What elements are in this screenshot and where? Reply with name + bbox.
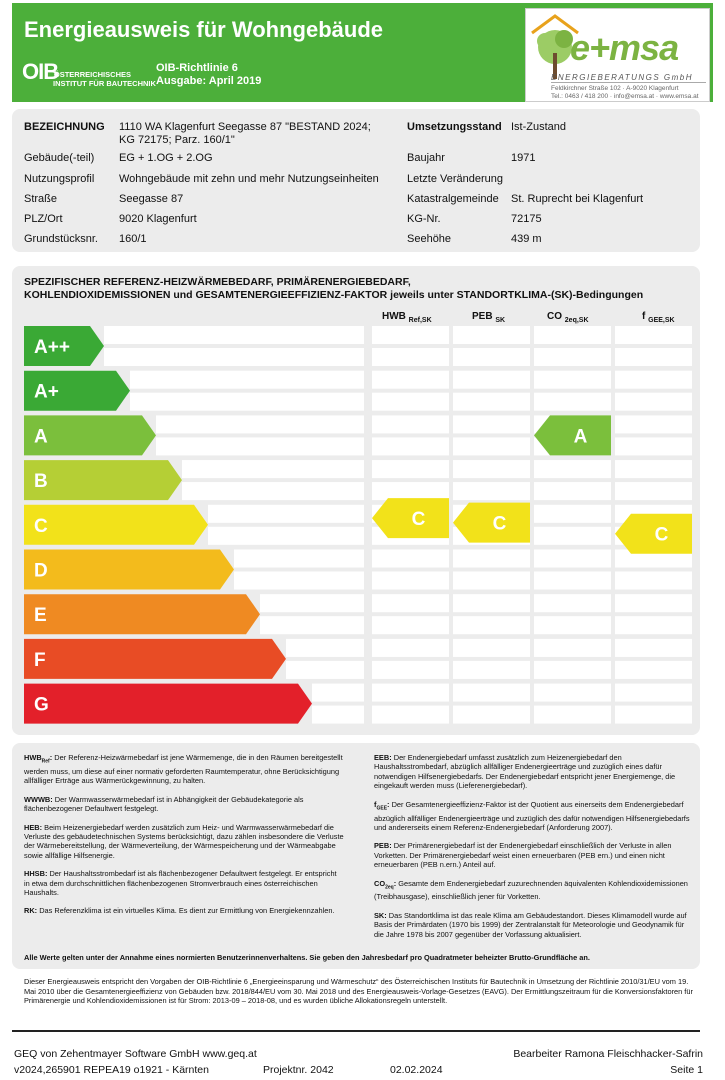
company-subtitle: ENERGIEBERATUNGS GmbH <box>551 73 694 82</box>
energy-rating-chart <box>12 266 700 735</box>
rating-arrow-0 <box>372 498 449 538</box>
grid-cell <box>372 639 449 657</box>
strasse-label: Straße <box>24 193 58 205</box>
grid-cell <box>534 661 611 679</box>
building-info <box>12 109 700 252</box>
grid-cell <box>234 550 364 568</box>
footer-projekt: Projektnr. 2042 <box>263 1064 334 1076</box>
katastral-label: Katastralgemeinde <box>407 193 499 205</box>
grid-cell <box>534 371 611 389</box>
company-logo <box>525 8 710 102</box>
grid-cell <box>372 348 449 366</box>
grundstueck-label: Grundstücksnr. <box>24 233 98 245</box>
grid-cell <box>453 550 530 568</box>
grid-cell <box>260 594 364 612</box>
grid-cell <box>453 415 530 433</box>
class-label: A <box>34 426 48 448</box>
definitions-right <box>374 753 694 948</box>
gebaeudeteil-label: Gebäude(-teil) <box>24 152 95 164</box>
grid-cell <box>615 684 692 702</box>
grid-cell <box>453 460 530 478</box>
definitions-box <box>12 743 700 969</box>
class-bar-e <box>24 594 260 634</box>
grid-cell <box>104 348 364 366</box>
bezeichnung-label: BEZEICHNUNG <box>24 121 105 133</box>
rating-label: A <box>573 426 588 448</box>
grid-cell <box>615 616 692 634</box>
company-address: Feldkirchner Straße 102 · A-9020 Klagenfurt Tel.: 0463 / 418 200 · info@emsa.at · www.emsa.at <box>551 85 699 100</box>
grid-cell <box>534 684 611 702</box>
footer-version: v2024,265901 REPEA19 o1921 - Kärnten <box>14 1064 209 1076</box>
grid-cell <box>534 393 611 411</box>
grid-cell <box>615 594 692 612</box>
grid-cell <box>534 505 611 523</box>
grid-cell <box>534 482 611 500</box>
grid-cell <box>615 326 692 344</box>
grid-cell <box>208 527 364 545</box>
grid-cell <box>286 661 364 679</box>
grid-cell <box>453 661 530 679</box>
footer-date: 02.02.2024 <box>390 1064 443 1076</box>
class-label: A+ <box>34 381 59 403</box>
grid-cell <box>534 706 611 724</box>
grid-cell <box>453 348 530 366</box>
grid-cell <box>372 594 449 612</box>
footer-page: Seite 1 <box>670 1064 703 1076</box>
footer-divider <box>12 1030 700 1032</box>
grid-cell <box>453 684 530 702</box>
grid-cell <box>453 482 530 500</box>
grid-cell <box>372 706 449 724</box>
def-heb: HEB: Beim Heizenergiebedarf werden zusätzlich zum Heiz- und Warmwasserwärmebedarf die Verluste des gebäudetechnischen Systems berücksichtigt, dazu zählen insbesondere die Verluste der Wärmebereitstellung, der Wärmeverteilung, der Wärmespeicherung und der Wärmeabgabe sowie allfällige Hilfsenergie. <box>24 822 344 860</box>
grid-cell <box>615 393 692 411</box>
grid-cell <box>534 348 611 366</box>
grid-cell <box>615 482 692 500</box>
grid-cell <box>534 572 611 590</box>
grid-cell <box>453 393 530 411</box>
class-bar-c <box>24 505 208 545</box>
baujahr-value: 1971 <box>511 152 536 164</box>
grid-cell <box>453 371 530 389</box>
grid-cell <box>372 371 449 389</box>
grid-cell <box>372 482 449 500</box>
grid-cell <box>615 572 692 590</box>
bezeichnung-value: 1110 WA Klagenfurt Seegasse 87 "BESTAND 2024; KG 72175; Parz. 160/1" <box>119 121 371 146</box>
grid-cell <box>453 572 530 590</box>
baujahr-label: Baujahr <box>407 152 445 164</box>
grid-cell <box>372 460 449 478</box>
def-rk: RK: Das Referenzklima ist ein virtuelles Klima. Es dient zur Ermittlung von Energiekennzahlen. <box>24 906 335 916</box>
plz-value: 9020 Klagenfurt <box>119 213 197 225</box>
class-label: E <box>34 605 47 627</box>
umsetzung-value: Ist-Zustand <box>511 121 567 133</box>
rating-label: C <box>654 524 669 546</box>
def-peb: PEB: Der Primärenergiebedarf ist der Endenergiebedarf einschließlich der Verluste in allen Vorketten. Der Primärenergiebedarf weist einen erneuerbaren (PEB ern.) und einen nicht erneuerbaren (PEB n.ern.) Anteil auf. <box>374 841 672 870</box>
umsetzung-label: Umsetzungsstand <box>407 121 502 133</box>
richtlinie-info: OIB-Richtlinie 6 Ausgabe: April 2019 <box>156 62 262 87</box>
grid-cell <box>372 661 449 679</box>
def-co2: $CO_{2eq}$: Gesamte dem Endenergiebedarf zuzurechnenden äquivalenten Kohlendioxidemissionen (Treibhausgase), einschließlich jener für Vorketten. <box>374 878 688 902</box>
grid-cell <box>534 550 611 568</box>
plz-label: PLZ/Ort <box>24 213 63 225</box>
grid-cell <box>453 326 530 344</box>
grid-cell <box>615 706 692 724</box>
class-label: C <box>34 515 48 537</box>
grid-cell <box>104 326 364 344</box>
def-eeb: EEB: Der Endenergiebedarf umfasst zusätzlich zum Heizenergiebedarf den Haushaltsstrombedarf, abzüglich allfälliger Endenergieerträge und zuzüglich eines dafür notwendigen Hilfsenergiebedarfs. Der Endenergiebedarf entspricht jener Energiemenge, die eingekauft werden muss (Lieferenergiebedarf). <box>374 753 676 791</box>
definitions-left <box>24 753 344 925</box>
grid-cell <box>615 460 692 478</box>
grid-cell <box>615 415 692 433</box>
def-hwb: $HWB_{Ref}$: Der Referenz-Heizwärmebedarf ist jene Wärmemenge, die in den Räumen bereitgestellt werden muss, um diese auf einer normativ geforderten Raumtemperatur, ohne Berücksichtigung allfälliger Erträge aus Wärmerückgewinnung, zu halten. <box>24 753 343 786</box>
seehoehe-label: Seehöhe <box>407 233 452 245</box>
grid-cell <box>615 371 692 389</box>
grid-cell <box>534 639 611 657</box>
grid-cell <box>534 594 611 612</box>
grid-cell <box>534 527 611 545</box>
rating-arrow-1 <box>453 503 530 543</box>
grid-cell <box>453 639 530 657</box>
column-header-co2: CO $_{2eq,SK}$ <box>547 311 589 324</box>
kgnr-value: 72175 <box>511 213 542 225</box>
def-sk: SK: Das Standortklima ist das reale Klima am Gebäudestandort. Dieses Klimamodell wurde auf Basis der Primärdaten (1970 bis 1999) der Zentralanstalt für Meteorologie und Geodynamik für die Jahre 1978 bis 2007 gegenüber der Vorfassung aktualisiert. <box>374 910 687 939</box>
legal-text: Dieser Energieausweis entspricht den Vorgaben der OIB-Richtlinie 6 „Energieeinsparung und Wärmeschutz“ des Österreichischen Instituts für Bautechnik in Umsetzung der Richtlinie 2010/31/EU vom 19. Mai 2010 über die Gesamtenergieeffizienz von Gebäuden bzw. 2018/844/EU vom 30. Mai 2018 und des Energieausweis-Vorlage-Gesetzes (EAVG). Der Ermittlungszeitraum für die Konversionsfaktoren für Primärenergie und Kohlendioxidemissionen ist für Strom: 2013-09 – 2018-08, und es wurden übliche Allokationsregeln unterstellt. <box>24 977 693 1005</box>
page-header: Energieausweis für Wohngebäude OIB ÖSTERREICHISCHES INSTITUT FÜR BAUTECHNIK OIB-Richtlinie 6 Ausgabe: April 2019 e+msa ENERGIEBERATUNGS GmbH Feldkirchner Straße 102 · A-9020 Klagenfurt Tel.: 0463 / 418 200 · info@emsa.at · www.emsa.at <box>12 3 713 102</box>
rating-arrow-3 <box>615 514 692 554</box>
class-label: G <box>34 694 49 716</box>
company-brand: e+msa <box>570 27 679 68</box>
nutzungsprofil-value: Wohngebäude mit zehn und mehr Nutzungseinheiten <box>119 173 379 185</box>
class-label: D <box>34 560 48 582</box>
grid-cell <box>208 505 364 523</box>
grid-cell <box>453 594 530 612</box>
grid-cell <box>372 550 449 568</box>
grid-cell <box>372 616 449 634</box>
definitions-note: Alle Werte gelten unter der Annahme eines normierten Benutzerinnenverhaltens. Sie geben den Jahresbedarf pro Quadratmeter beheizter Brutto-Grundfläche an. <box>24 953 590 962</box>
grid-cell <box>372 415 449 433</box>
grid-cell <box>534 460 611 478</box>
nutzungsprofil-label: Nutzungsprofil <box>24 173 95 185</box>
veraenderung-label: Letzte Veränderung <box>407 173 504 185</box>
grid-cell <box>312 684 364 702</box>
class-label: A++ <box>34 337 70 358</box>
grid-cell <box>182 460 364 478</box>
column-header-fgee: f $_{GEE,SK}$ <box>642 311 675 324</box>
grid-cell <box>372 393 449 411</box>
chart-canvas <box>12 266 700 735</box>
class-bar-d <box>24 550 234 590</box>
grid-cell <box>372 437 449 455</box>
grid-cell <box>615 437 692 455</box>
class-bar-f <box>24 639 286 679</box>
grid-cell <box>453 706 530 724</box>
grid-cell <box>234 572 364 590</box>
rating-arrow-2 <box>534 415 611 455</box>
page-title: Energieausweis für Wohngebäude <box>24 17 383 42</box>
grid-cell <box>156 415 364 433</box>
grid-cell <box>312 706 364 724</box>
grid-cell <box>372 326 449 344</box>
katastral-value: St. Ruprecht bei Klagenfurt <box>511 193 644 205</box>
rating-label: C <box>492 513 507 535</box>
grid-cell <box>156 437 364 455</box>
footer-bearbeiter: Bearbeiter Ramona Fleischhacker-Safrin <box>513 1048 703 1060</box>
grid-cell <box>615 348 692 366</box>
class-label: F <box>34 649 46 671</box>
grid-cell <box>130 371 364 389</box>
grid-cell <box>130 393 364 411</box>
chart-title: SPEZIFISCHER REFERENZ-HEIZWÄRMEBEDARF, PRIMÄRENERGIEBEDARF, KOHLENDIOXIDEMISSIONEN und GESAMTENERGIEEFFIZIENZ-FAKTOR jeweils unter STANDORTKLIMA-(SK)-Bedingungen <box>24 276 644 301</box>
gebaeudeteil-value: EG + 1.OG + 2.OG <box>119 152 213 164</box>
rating-label: C <box>411 509 426 531</box>
grid-cell <box>453 616 530 634</box>
def-wwwb: WWWB: Der Warmwasserwärmebedarf ist in Abhängigkeit der Gebäudekategorie als flächenbezogener Defaultwert festgelegt. <box>24 794 304 814</box>
footer-software: GEQ von Zehentmayer Software GmbH www.geq.at <box>14 1048 257 1060</box>
column-header-hwb: HWB $_{Ref,SK}$ <box>382 311 432 324</box>
def-hhsb: HHSB: Der Haushaltsstrombedarf ist als flächenbezogener Defaultwert festgelegt. Er entspricht in etwa dem durchschnittlichen flächenbezogenen Stromverbrauch eines österreichischen Haushalts. <box>24 869 337 897</box>
grid-cell <box>286 639 364 657</box>
grid-cell <box>615 661 692 679</box>
class-bar-g <box>24 684 312 724</box>
column-header-peb: PEB $_{SK}$ <box>472 311 506 324</box>
grid-cell <box>615 639 692 657</box>
class-label: B <box>34 471 48 493</box>
grid-cell <box>453 437 530 455</box>
kgnr-label: KG-Nr. <box>407 213 441 225</box>
grid-cell <box>182 482 364 500</box>
grid-cell <box>372 684 449 702</box>
grid-cell <box>534 326 611 344</box>
grundstueck-value: 160/1 <box>119 233 147 245</box>
def-fgee: $f_{GEE}$: Der Gesamtenergieeffizienz-Faktor ist der Quotient aus einerseits dem Endenergiebedarf abzüglich allfälliger Endenergieerträge und zuzüglich des dafür notwendigen Hilfsenergiebedarfs und andererseits einem Referenz-Endenergiebedarf (Anforderung 2007). <box>374 799 690 832</box>
strasse-value: Seegasse 87 <box>119 193 184 205</box>
grid-cell <box>534 616 611 634</box>
grid-cell <box>372 572 449 590</box>
seehoehe-value: 439 m <box>511 233 542 245</box>
grid-cell <box>260 616 364 634</box>
